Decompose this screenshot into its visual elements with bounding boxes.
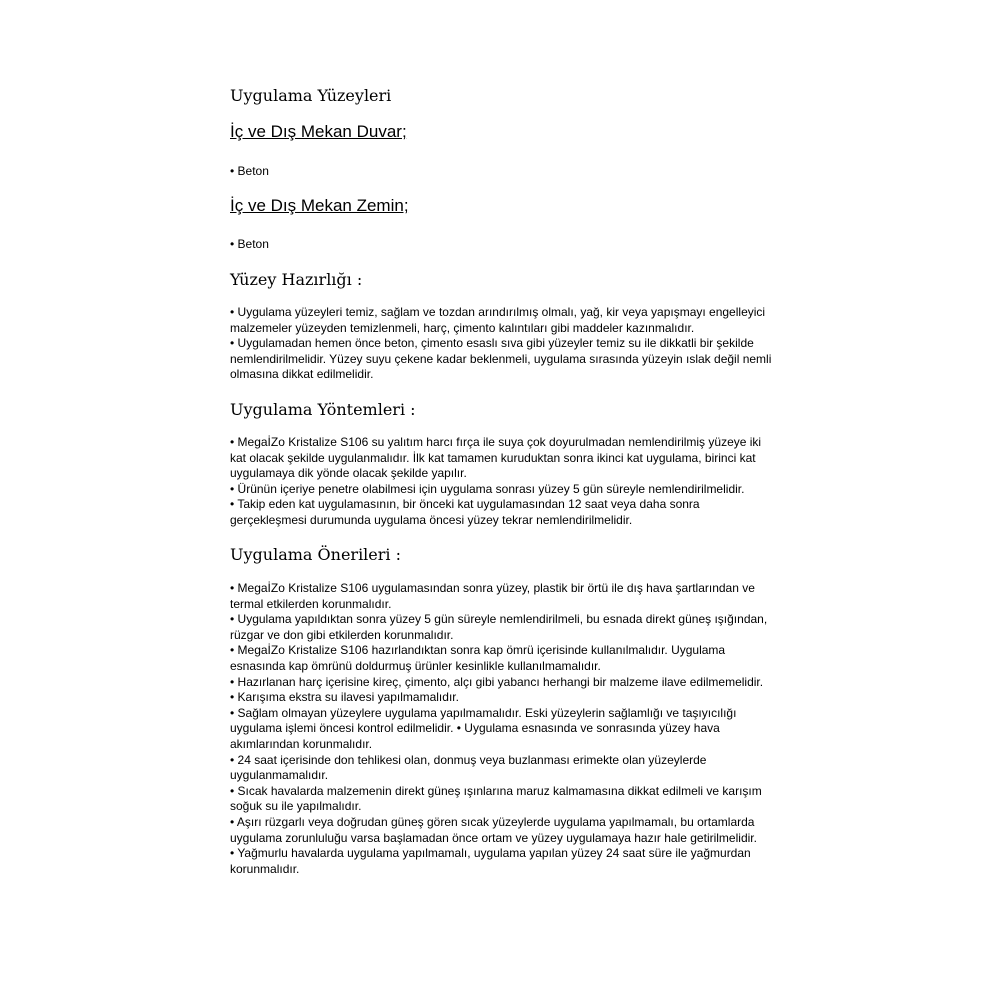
paragraph-line: • Karışıma ekstra su ilavesi yapılmamalıdır. [230, 690, 459, 705]
recommendations-paragraph [230, 581, 775, 877]
paragraph-line: • Uygulama yapıldıktan sonra yüzey 5 gün süreyle nemlendirilmeli, bu esnada direkt güneş ışığından, [230, 612, 768, 627]
paragraph-line: kat olacak şekilde uygulanmalıdır. İlk kat tamamen kuruduktan sonra ikinci kat uygulama, birinci kat [230, 450, 756, 465]
paragraph-line: uygulama zorunluluğu varsa başlamadan önce ortam ve yüzey uygulamaya hazır hale getirilmelidir. [230, 830, 757, 845]
paragraph-line: korunmalıdır. [230, 861, 300, 876]
wall-subheading: İç ve Dış Mekan Duvar; [230, 122, 407, 141]
floor-list-item: • Beton [230, 237, 269, 251]
paragraph-line: • 24 saat içerisinde don tehlikesi olan, donmuş veya buzlanması erimekte olan yüzeylerde [230, 752, 707, 767]
floor-subheading: İç ve Dış Mekan Zemin; [230, 196, 409, 215]
preparation-heading: Yüzey Hazırlığı : [230, 270, 363, 289]
paragraph-line: • Aşırı rüzgarlı veya doğrudan güneş gören sıcak yüzeylerde uygulama yapılmamalı, bu ortamlarda [230, 814, 755, 829]
paragraph-line: • Takip eden kat uygulamasının, bir önceki kat uygulamasından 12 saat veya daha sonra [230, 497, 700, 512]
paragraph-line: soğuk su ile yapılmalıdır. [230, 799, 362, 814]
paragraph-line: uygulama işlemi öncesi kontrol edilmelidir. • Uygulama esnasında ve sonrasında yüzey hava [230, 721, 720, 736]
paragraph-line: • Hazırlanan harç içerisine kireç, çimento, alçı gibi yabancı herhangi bir malzeme ilave edilmemelidir. [230, 674, 764, 689]
paragraph-line: nemlendirilmelidir. Yüzey suyu çekene kadar beklenmeli, uygulama sırasında yüzeyin ıslak değil nemli [230, 351, 772, 366]
paragraph-line: termal etkilerden korunmalıdır. [230, 596, 392, 611]
paragraph-line: • Uygulama yüzeyleri temiz, sağlam ve tozdan arındırılmış olmalı, yağ, kir veya yapışmayı engelleyici [230, 305, 766, 319]
paragraph-line: uygulanmamalıdır. [230, 768, 329, 783]
floor-list [230, 237, 775, 253]
paragraph-line: • MegaİZo Kristalize S106 su yalıtım harcı fırça ile suya çok doyurulmadan nemlendirilmiş yüzeye iki [230, 435, 762, 449]
paragraph-line: • MegaİZo Kristalize S106 uygulamasından sonra yüzey, plastik bir örtü ile dış hava şartlarından ve [230, 581, 755, 595]
methods-paragraph [230, 435, 775, 529]
recommendations-heading: Uygulama Önerileri : [230, 545, 402, 564]
paragraph-line: • Sıcak havalarda malzemenin direkt güneş ışınlarına maruz kalmamasına dikkat edilmeli ve karışım [230, 783, 762, 798]
paragraph-line: gerçekleşmesi durumunda uygulama öncesi yüzey tekrar nemlendirilmelidir. [230, 512, 633, 527]
paragraph-line: rüzgar ve don gibi etkilerden korunmalıdır. [230, 627, 454, 642]
wall-list [230, 164, 775, 180]
paragraph-line: esnasında kap ömrünü doldurmuş ürünler kesinlikle kullanılmamalıdır. [230, 658, 601, 673]
paragraph-line: • Uygulamadan hemen önce beton, çimento esaslı sıva gibi yüzeyler temiz su ile dikkatli bir şekilde [230, 336, 754, 351]
paragraph-line: olmasına dikkat edilmelidir. [230, 367, 374, 382]
paragraph-line: • Yağmurlu havalarda uygulama yapılmamalı, uygulama yapılan yüzey 24 saat süre ile yağmurdan [230, 846, 751, 861]
paragraph-line: • Ürünün içeriye penetre olabilmesi için uygulama sonrası yüzey 5 gün süreyle nemlendirilmelidir. [230, 481, 745, 496]
paragraph-line: uygulamaya dik yönde olacak şekilde yapılır. [230, 466, 467, 481]
paragraph-line: • Sağlam olmayan yüzeylere uygulama yapılmamalıdır. Eski yüzeylerin sağlamlığı ve taşıyıcılığı [230, 705, 737, 720]
preparation-paragraph [230, 305, 775, 383]
paragraph-line: malzemeler yüzeyden temizlenmeli, harç, çimento kalıntıları gibi maddeler kazınmalıdır. [230, 320, 695, 335]
surfaces-heading: Uygulama Yüzeyleri [230, 86, 392, 105]
methods-heading: Uygulama Yöntemleri : [230, 400, 416, 419]
paragraph-line: akımlarından korunmalıdır. [230, 736, 373, 751]
wall-list-item: • Beton [230, 164, 269, 178]
paragraph-line: • MegaİZo Kristalize S106 hazırlandıktan sonra kap ömrü içerisinde kullanılmalıdır. Uygulama [230, 643, 726, 658]
